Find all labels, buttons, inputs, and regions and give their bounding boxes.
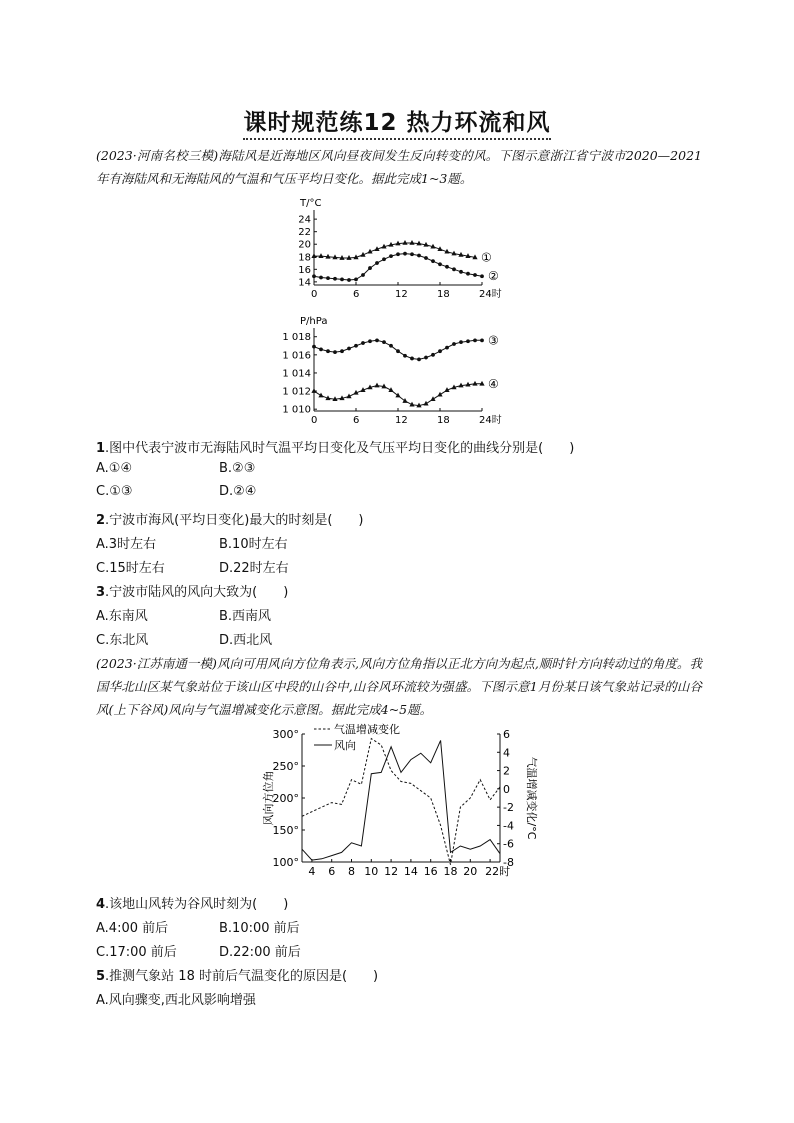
- temp-chart-point: [473, 273, 477, 277]
- temp-chart-point: [438, 262, 442, 266]
- wind-chart-x-tick-label: 20: [463, 865, 478, 878]
- pressure-chart-point: [347, 347, 351, 351]
- temp-chart-y-label: T/°C: [300, 198, 322, 209]
- pressure-chart-x-tick-label: 6: [353, 415, 360, 426]
- wind-chart-y2-tick-label: 2: [503, 764, 510, 778]
- pressure-chart-point: [473, 338, 477, 342]
- temp-chart-point: [326, 276, 330, 280]
- temp-chart-point: [424, 256, 428, 260]
- wind-chart-y-tick-label: 150°: [272, 824, 299, 837]
- q2-option-c[interactable]: C.15时左右: [96, 561, 165, 576]
- q3-option-b[interactable]: B.西南风: [219, 609, 272, 624]
- pressure-chart-point: [382, 340, 386, 344]
- temp-chart-point: [417, 254, 421, 258]
- pressure-chart-point: [417, 357, 421, 361]
- pressure-chart: [280, 312, 520, 430]
- temp-chart-point: [466, 272, 470, 276]
- question-3: 3.宁波市陆风的风向大致为( ): [96, 585, 289, 600]
- wind-chart-y2-tick-label: 6: [503, 728, 510, 741]
- pressure-chart-point: [466, 339, 470, 343]
- wind-chart-x-tick-label: 14: [403, 865, 418, 878]
- temp-chart-point: [445, 265, 449, 269]
- page-title: 课时规范练12 热力环流和风: [0, 104, 794, 137]
- temp-chart-point: [459, 270, 463, 274]
- q4-option-d[interactable]: D.22:00 前后: [219, 945, 301, 960]
- wind-chart-x-tick-label: 12: [384, 865, 399, 878]
- q1-option-c[interactable]: C.①③: [96, 484, 133, 499]
- q3-option-c[interactable]: C.东北风: [96, 633, 149, 648]
- q2-option-a[interactable]: A.3时左右: [96, 537, 157, 552]
- pressure-chart-point: [319, 348, 323, 352]
- wind-chart-x-tick-label: 8: [348, 865, 355, 878]
- temp-chart-series-line-1: [314, 243, 475, 258]
- pressure-chart-x-tick-label: 0: [311, 415, 318, 426]
- temp-chart-point: [389, 254, 393, 258]
- wind-chart-x-tick-label: 22时: [485, 865, 511, 878]
- pressure-chart-point: [472, 381, 477, 386]
- wind-chart-x-tick-label: 4: [308, 865, 316, 878]
- intro-paragraph-2: (2023·江苏南通一模)风向可用风向方位角表示,风向方位角指以正北方向为起点,顺时针方向转动过的角度。我国华北山区某气象站位于该山区中段的山谷中,山谷风环流较为强盛。下图示意1月份某日该气象站记录的山谷风(上下谷风)风向与气温增减变化示意图。据此完成4~5题。: [96, 656, 702, 717]
- pressure-chart-point: [326, 349, 330, 353]
- pressure-chart-x-tick-label: 18: [437, 415, 450, 426]
- wind-chart-y2-tick-label: -6: [503, 837, 514, 851]
- wind-chart-y-tick-label: 200°: [272, 792, 299, 805]
- pressure-chart-point: [374, 383, 379, 388]
- pressure-chart-point: [333, 350, 337, 354]
- temp-chart-point: [311, 253, 316, 258]
- pressure-chart-point: [480, 338, 484, 342]
- q2-option-d[interactable]: D.22时左右: [219, 561, 289, 576]
- temp-chart-point: [347, 278, 351, 282]
- pressure-chart-point: [354, 344, 358, 348]
- q1-option-d[interactable]: D.②④: [219, 484, 257, 499]
- temp-chart-series-label-1: ①: [481, 250, 492, 265]
- temp-chart-point: [452, 267, 456, 271]
- pressure-chart-y-label: P/hPa: [300, 316, 328, 327]
- pressure-chart-point: [438, 349, 442, 353]
- wind-chart-y2-tick-label: -4: [503, 819, 514, 833]
- temp-chart-point: [333, 277, 337, 281]
- temp-chart-y-tick-label: 24: [298, 214, 311, 226]
- pressure-chart-point: [424, 356, 428, 360]
- question-5: 5.推测气象站 18 时前后气温变化的原因是( ): [96, 969, 379, 984]
- wind-chart-y-label: 风向方位角: [262, 770, 275, 826]
- pressure-chart-series-label-2: ④: [488, 376, 499, 391]
- q3-option-d[interactable]: D.西北风: [219, 633, 273, 648]
- temp-chart-point: [410, 252, 414, 256]
- temp-chart-point: [375, 261, 379, 265]
- wind-chart-x-tick-label: 16: [423, 865, 438, 878]
- question-1: 1.图中代表宁波市无海陆风时气温平均日变化及气压平均日变化的曲线分别是( ): [96, 441, 575, 456]
- q1-option-b[interactable]: B.②③: [219, 461, 256, 476]
- temp-chart-point: [402, 240, 407, 245]
- pressure-chart-y-tick-label: 1 014: [282, 368, 311, 380]
- temp-chart-y-tick-label: 22: [298, 227, 311, 239]
- q5-option-a[interactable]: A.风向骤变,西北风影响增强: [96, 993, 256, 1008]
- wind-chart-y2-tick-label: 0: [503, 782, 510, 796]
- pressure-chart-point: [311, 388, 316, 393]
- pressure-chart-series-label-1: ③: [488, 333, 499, 348]
- pressure-chart-x-tick-label: 12: [395, 415, 408, 426]
- temp-chart-y-tick-label: 20: [298, 239, 311, 251]
- q1-option-a[interactable]: A.①④: [96, 461, 133, 476]
- temp-chart-point: [354, 277, 358, 281]
- pressure-chart-point: [368, 339, 372, 343]
- wind-chart-y-tick-label: 100°: [272, 856, 299, 869]
- legend-temp-label: 气温增减变化: [334, 723, 400, 736]
- temp-chart-point: [409, 240, 414, 245]
- pressure-chart-y-tick-label: 1 018: [282, 332, 311, 344]
- pressure-chart-point: [410, 357, 414, 361]
- pressure-chart-point: [402, 398, 407, 403]
- pressure-chart-point: [445, 346, 449, 350]
- temp-chart-point: [480, 274, 484, 278]
- pressure-chart-y-tick-label: 1 010: [282, 404, 311, 416]
- wind-chart-y-tick-label: 300°: [272, 728, 299, 741]
- temperature-change-line: [302, 739, 500, 865]
- temp-chart-x-tick-label: 6: [353, 289, 360, 300]
- temp-chart-point: [382, 257, 386, 261]
- pressure-chart-point: [452, 342, 456, 346]
- temp-chart-point: [361, 273, 365, 277]
- temp-chart-point: [368, 266, 372, 270]
- pressure-chart-point: [396, 349, 400, 353]
- wind-chart-y2-tick-label: -8: [503, 856, 514, 869]
- temp-chart-point: [312, 274, 316, 278]
- temp-chart-point: [318, 253, 323, 258]
- pressure-chart-point: [375, 338, 379, 342]
- pressure-chart-y-tick-label: 1 016: [282, 350, 311, 362]
- question-2: 2.宁波市海风(平均日变化)最大的时刻是( ): [96, 513, 364, 528]
- pressure-chart-point: [395, 393, 400, 398]
- temp-chart-x-tick-label: 24时: [479, 289, 502, 300]
- temp-chart-y-tick-label: 14: [298, 277, 311, 289]
- q4-option-a[interactable]: A.4:00 前后: [96, 921, 169, 936]
- temp-chart-x-tick-label: 12: [395, 289, 408, 300]
- temp-chart-x-tick-label: 0: [311, 289, 318, 300]
- temp-chart-y-tick-label: 18: [298, 252, 311, 264]
- pressure-chart-point: [312, 345, 316, 349]
- pressure-chart-y-tick-label: 1 012: [282, 386, 311, 398]
- question-4: 4.该地山风转为谷风时刻为( ): [96, 897, 289, 912]
- wind-chart-x-tick-label: 6: [328, 865, 336, 878]
- pressure-chart-point: [431, 353, 435, 357]
- temp-chart-point: [340, 277, 344, 281]
- q2-option-b[interactable]: B.10时左右: [219, 537, 288, 552]
- intro-paragraph-1: (2023·河南名校三模)海陆风是近海地区风向昼夜间发生反向转变的风。下图示意浙江省宁波市2020—2021年有海陆风和无海陆风的气温和气压平均日变化。据此完成1~3题。: [96, 148, 702, 186]
- pressure-chart-point: [340, 349, 344, 353]
- wind-chart-x-tick-label: 10: [364, 865, 379, 878]
- q4-option-c[interactable]: C.17:00 前后: [96, 945, 177, 960]
- wind-chart-y-tick-label: 250°: [272, 760, 299, 773]
- temp-chart-point: [431, 259, 435, 263]
- pressure-chart-point: [459, 340, 463, 344]
- temp-chart-x-tick-label: 18: [437, 289, 450, 300]
- pressure-chart-point: [403, 354, 407, 358]
- valley-wind-chart: [258, 722, 538, 886]
- wind-chart-y2-tick-label: 4: [503, 746, 510, 760]
- pressure-chart-point: [389, 344, 393, 348]
- pressure-chart-point: [361, 341, 365, 345]
- pressure-chart-x-tick-label: 24时: [479, 415, 502, 426]
- wind-chart-y2-tick-label: -2: [503, 801, 514, 815]
- temperature-chart: [280, 196, 520, 308]
- temp-chart-point: [319, 276, 323, 280]
- temp-chart-series-label-2: ②: [488, 269, 499, 284]
- wind-chart-x-tick-label: 18: [443, 865, 458, 878]
- temp-chart-y-tick-label: 16: [298, 264, 311, 276]
- temp-chart-point: [403, 252, 407, 256]
- q4-option-b[interactable]: B.10:00 前后: [219, 921, 300, 936]
- wind-chart-y2-label: 气温增减变化/°C: [525, 756, 538, 840]
- pressure-chart-point: [479, 381, 484, 386]
- temp-chart-point: [396, 252, 400, 256]
- legend-wind-label: 风向: [334, 739, 356, 752]
- wind-direction-line: [302, 740, 500, 860]
- q3-option-a[interactable]: A.东南风: [96, 609, 148, 624]
